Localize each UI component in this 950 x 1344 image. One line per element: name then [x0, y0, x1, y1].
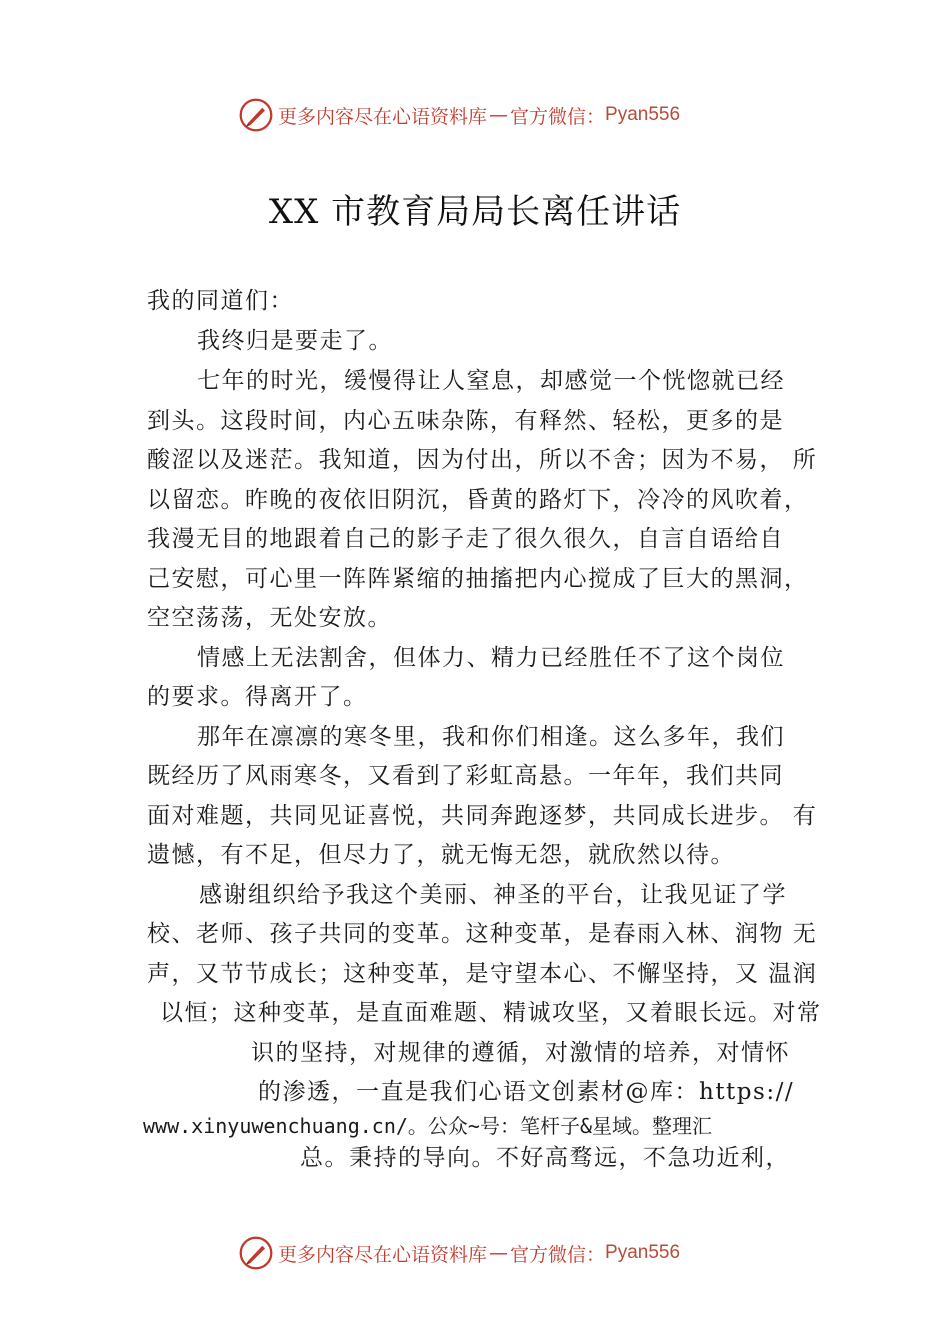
- paragraph-line: 我终归是要走了。: [197, 328, 393, 354]
- paragraph-line: 情感上无法割舍，但体力、精力已经胜任不了这个岗位: [197, 645, 785, 671]
- paragraph-line: 那年在凛凛的寒冬里，我和你们相逢。这么多年，我们: [197, 724, 785, 750]
- paragraph-line: 感谢组织给予我这个美丽、神圣的平台，让我见证了学: [199, 882, 787, 908]
- paragraph-line: 的渗透，一直是我们心语文创素材@库：https://: [258, 1079, 795, 1105]
- paragraph-line: 到头。这段时间，内心五味杂陈，有释然、轻松，更多的是: [147, 408, 784, 434]
- paragraph-line: 以留恋。昨晚的夜依旧阴沉，昏黄的路灯下，冷冷的风吹着，: [147, 487, 809, 513]
- pen-nib-logo-icon: [238, 1235, 274, 1271]
- paragraph-line: 以恒；这种变革，是直面难题、精诚攻坚，又着眼长远。对常: [160, 1000, 822, 1026]
- paragraph-line: 校、老师、孩子共同的变革。这种变革，是春雨入林、润物 无: [147, 921, 818, 947]
- banner-separator: —: [489, 104, 509, 126]
- paragraph-line: 面对难题，共同见证喜悦，共同奔跑逐梦，共同成长进步。 有: [147, 803, 818, 829]
- paragraph-line: 酸涩以及迷茫。我知道，因为付出，所以不舍；因为不易， 所: [147, 447, 818, 473]
- banner-wechat-label: 官方微信：: [510, 1243, 606, 1266]
- header-watermark-banner: [238, 95, 680, 135]
- footer-watermark-banner: [238, 1233, 680, 1273]
- paragraph-line: 识的坚持，对规律的遵循，对激情的培养，对情怀: [251, 1040, 790, 1066]
- paragraph-line: 的要求。得离开了。: [147, 684, 368, 710]
- paragraph-line: 既经历了风雨寒冬，又看到了彩虹高悬。一年年，我们共同: [147, 763, 784, 789]
- paragraph-line: 七年的时光，缓慢得让人窒息，却感觉一个恍惚就已经: [197, 368, 785, 394]
- paragraph-line: 总。秉持的导向。不好高骛远，不急功近利，: [300, 1145, 790, 1171]
- banner-wechat-label: 官方微信：: [510, 105, 606, 128]
- banner-wechat-id: Pyan556: [605, 1242, 681, 1263]
- banner-wechat-id: Pyan556: [605, 104, 681, 125]
- pen-nib-logo-icon: [238, 97, 274, 133]
- paragraph-line: 遗憾，有不足，但尽力了，就无悔无怨，就欣然以待。: [147, 842, 735, 868]
- paragraph-line: 己安慰，可心里一阵阵紧缩的抽搐把内心搅成了巨大的黑洞，: [147, 566, 809, 592]
- banner-text: 更多内容尽在心语资料库: [278, 105, 488, 128]
- banner-separator: —: [489, 1242, 509, 1264]
- paragraph-line: 声，又节节成长；这种变革，是守望本心、不懈坚持，又 温润: [147, 961, 818, 987]
- paragraph-line: 我漫无目的地跟着自己的影子走了很久很久，自言自语给自: [147, 526, 784, 552]
- paragraph-line-url: www.xinyuwenchuang.cn/。公众~号：笔杆子&星域。整理汇: [143, 1114, 712, 1138]
- banner-text: 更多内容尽在心语资料库: [278, 1243, 488, 1266]
- paragraph-line: 空空荡荡，无处安放。: [147, 605, 392, 631]
- salutation: 我的同道们：: [147, 288, 294, 314]
- document-title: XX 市教育局局长离任讲话: [268, 192, 682, 232]
